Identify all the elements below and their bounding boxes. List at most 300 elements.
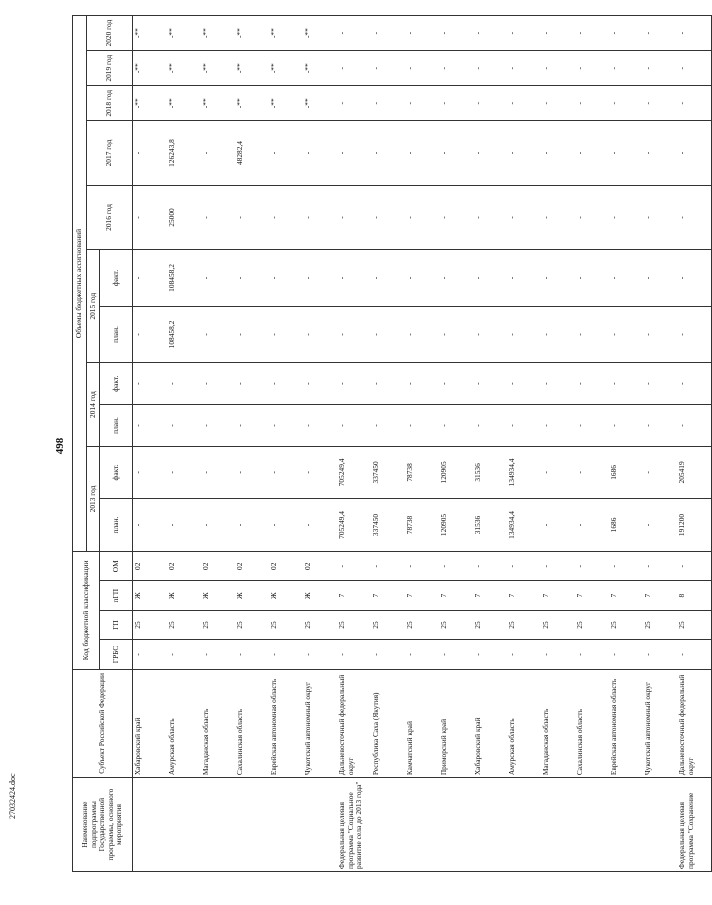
cell-f2013: - <box>167 446 201 498</box>
cell-name <box>609 778 643 872</box>
cell-subject: Магаданская область <box>201 669 235 778</box>
cell-y2018: -** <box>201 86 235 121</box>
cell-f2014: - <box>303 363 337 405</box>
cell-p2014: - <box>677 405 712 447</box>
cell-name <box>575 778 609 872</box>
cell-name <box>303 778 337 872</box>
cell-y2020: -** <box>133 16 168 51</box>
cell-y2018: - <box>439 86 473 121</box>
cell-p2014: - <box>303 405 337 447</box>
cell-y2018: -** <box>167 86 201 121</box>
table-row <box>541 16 575 872</box>
table-row <box>337 16 371 872</box>
cell-y2020: - <box>405 16 439 51</box>
header-name: Наименование подпрограммы Государственной программы, основного мероприятия <box>73 778 133 872</box>
cell-y2016: - <box>439 185 473 249</box>
cell-gp: 25 <box>575 610 609 639</box>
cell-subject: Еврейская автономная область <box>609 669 643 778</box>
cell-p2013: - <box>167 498 201 551</box>
cell-y2019: - <box>405 51 439 86</box>
cell-y2019: - <box>541 51 575 86</box>
table-row <box>405 16 439 872</box>
cell-y2017: 126243,8 <box>167 121 201 185</box>
cell-y2017: - <box>439 121 473 185</box>
cell-p2015: - <box>439 306 473 363</box>
cell-p2015: - <box>303 306 337 363</box>
cell-gp: 25 <box>201 610 235 639</box>
cell-gp: 25 <box>133 610 168 639</box>
cell-f2015: - <box>439 250 473 307</box>
cell-pgp: 7 <box>337 581 371 610</box>
cell-pgp: 7 <box>439 581 473 610</box>
header-2017: 2017 год <box>87 121 133 185</box>
cell-y2016: - <box>371 185 405 249</box>
header-2015-fact: факт. <box>100 250 133 307</box>
cell-subject: Республика Саха (Якутия) <box>371 669 405 778</box>
cell-y2017: - <box>677 121 712 185</box>
cell-y2016: - <box>541 185 575 249</box>
cell-om: 02 <box>201 552 235 581</box>
cell-pgp: 7 <box>473 581 507 610</box>
cell-y2018: -** <box>133 86 168 121</box>
header-volumes: Объемы бюджетных ассигнований <box>73 16 87 552</box>
document-footer: 27032424.doc <box>8 773 17 819</box>
cell-y2017: - <box>405 121 439 185</box>
cell-f2015: - <box>473 250 507 307</box>
cell-om: - <box>643 552 677 581</box>
header-code-group: Код бюджетной классификации <box>73 552 100 670</box>
cell-y2016: - <box>337 185 371 249</box>
table-row <box>371 16 405 872</box>
cell-f2013: - <box>541 446 575 498</box>
cell-f2015: - <box>303 250 337 307</box>
cell-y2016: - <box>269 185 303 249</box>
cell-p2015: - <box>507 306 541 363</box>
cell-f2014: - <box>235 363 269 405</box>
cell-grbs: - <box>677 640 712 669</box>
cell-subject: Хабаровский край <box>473 669 507 778</box>
cell-p2014: - <box>235 405 269 447</box>
cell-name <box>405 778 439 872</box>
cell-p2015: - <box>609 306 643 363</box>
cell-y2018: - <box>371 86 405 121</box>
cell-y2017: - <box>269 121 303 185</box>
cell-p2015: - <box>473 306 507 363</box>
cell-subject: Чукотский автономный округ <box>643 669 677 778</box>
cell-grbs: - <box>541 640 575 669</box>
header-2013-fact: факт. <box>100 446 133 498</box>
cell-f2014: - <box>269 363 303 405</box>
cell-name <box>133 778 168 872</box>
cell-grbs: - <box>575 640 609 669</box>
cell-gp: 25 <box>337 610 371 639</box>
cell-f2013: 31536 <box>473 446 507 498</box>
cell-om: 02 <box>167 552 201 581</box>
cell-gp: 25 <box>507 610 541 639</box>
cell-grbs: - <box>303 640 337 669</box>
cell-grbs: - <box>643 640 677 669</box>
cell-f2015: - <box>405 250 439 307</box>
rotated-table-container <box>72 15 695 872</box>
cell-y2019: - <box>473 51 507 86</box>
cell-f2015: - <box>235 250 269 307</box>
cell-om: 02 <box>303 552 337 581</box>
table-row <box>473 16 507 872</box>
cell-grbs: - <box>133 640 168 669</box>
cell-p2014: - <box>201 405 235 447</box>
cell-p2013: - <box>541 498 575 551</box>
cell-p2013: - <box>303 498 337 551</box>
cell-f2013: - <box>303 446 337 498</box>
cell-name <box>371 778 405 872</box>
cell-gp: 25 <box>405 610 439 639</box>
cell-p2015: - <box>405 306 439 363</box>
cell-y2020: - <box>439 16 473 51</box>
cell-y2017: - <box>337 121 371 185</box>
cell-gp: 25 <box>473 610 507 639</box>
cell-y2017: - <box>541 121 575 185</box>
cell-y2016: - <box>133 185 168 249</box>
cell-name <box>167 778 201 872</box>
cell-f2015: - <box>133 250 168 307</box>
cell-y2020: - <box>609 16 643 51</box>
cell-p2014: - <box>439 405 473 447</box>
cell-y2019: -** <box>167 51 201 86</box>
cell-f2015: - <box>643 250 677 307</box>
header-grbs: ГРБС <box>100 640 133 669</box>
cell-pgp: 7 <box>541 581 575 610</box>
cell-gp: 25 <box>167 610 201 639</box>
header-2015-plan: план. <box>100 306 133 363</box>
table-row <box>643 16 677 872</box>
cell-y2018: - <box>643 86 677 121</box>
cell-y2016: - <box>643 185 677 249</box>
cell-f2014: - <box>201 363 235 405</box>
header-2014: 2014 год <box>87 363 100 447</box>
cell-f2013: 134934,4 <box>507 446 541 498</box>
header-2015: 2015 год <box>87 250 100 363</box>
cell-f2014: - <box>575 363 609 405</box>
cell-y2020: -** <box>201 16 235 51</box>
cell-name <box>235 778 269 872</box>
cell-gp: 25 <box>643 610 677 639</box>
cell-grbs: - <box>337 640 371 669</box>
table-row <box>575 16 609 872</box>
cell-y2019: -** <box>303 51 337 86</box>
cell-y2016: 25000 <box>167 185 201 249</box>
header-2013: 2013 год <box>87 446 100 551</box>
cell-f2014: - <box>337 363 371 405</box>
cell-f2013: - <box>235 446 269 498</box>
cell-f2014: - <box>133 363 168 405</box>
page-number: 498 <box>54 437 66 455</box>
cell-subject: Камчатский край <box>405 669 439 778</box>
cell-f2015: - <box>677 250 712 307</box>
cell-y2020: -** <box>235 16 269 51</box>
cell-y2020: -** <box>269 16 303 51</box>
cell-y2018: - <box>405 86 439 121</box>
cell-p2013: 1686 <box>609 498 643 551</box>
cell-pgp: 7 <box>405 581 439 610</box>
cell-p2013: 191200 <box>677 498 712 551</box>
cell-f2013: 78738 <box>405 446 439 498</box>
cell-grbs: - <box>167 640 201 669</box>
table-row <box>201 16 235 872</box>
cell-p2014: - <box>575 405 609 447</box>
cell-y2017: - <box>609 121 643 185</box>
cell-om: - <box>677 552 712 581</box>
header-pgp: пГП <box>100 581 133 610</box>
cell-om: - <box>371 552 405 581</box>
cell-om: 02 <box>133 552 168 581</box>
cell-gp: 25 <box>677 610 712 639</box>
table-row <box>235 16 269 872</box>
cell-grbs: - <box>235 640 269 669</box>
cell-y2017: - <box>575 121 609 185</box>
cell-p2013: - <box>133 498 168 551</box>
cell-f2014: - <box>609 363 643 405</box>
cell-y2017: 48282,4 <box>235 121 269 185</box>
cell-f2014: - <box>643 363 677 405</box>
cell-pgp: 8 <box>677 581 712 610</box>
cell-p2014: - <box>371 405 405 447</box>
cell-pgp: 7 <box>371 581 405 610</box>
cell-subject: Дальневосточный федеральный округ <box>337 669 371 778</box>
cell-y2019: -** <box>235 51 269 86</box>
cell-p2015: - <box>133 306 168 363</box>
cell-y2018: -** <box>303 86 337 121</box>
cell-name: Федеральная целевая программа "Социальное развитие села до 2013 года" <box>337 778 371 872</box>
budget-table <box>72 15 712 872</box>
cell-pgp: Ж <box>201 581 235 610</box>
cell-y2016: - <box>609 185 643 249</box>
cell-pgp: Ж <box>133 581 168 610</box>
cell-pgp: 7 <box>643 581 677 610</box>
cell-y2017: - <box>643 121 677 185</box>
cell-p2014: - <box>507 405 541 447</box>
cell-gp: 25 <box>609 610 643 639</box>
cell-y2018: - <box>575 86 609 121</box>
cell-f2015: - <box>371 250 405 307</box>
cell-pgp: 7 <box>575 581 609 610</box>
cell-name <box>473 778 507 872</box>
cell-p2015: - <box>541 306 575 363</box>
cell-p2013: 78738 <box>405 498 439 551</box>
cell-om: - <box>405 552 439 581</box>
cell-subject: Дальневосточный федеральный округ <box>677 669 712 778</box>
cell-y2019: -** <box>269 51 303 86</box>
cell-f2014: - <box>439 363 473 405</box>
cell-y2018: -** <box>235 86 269 121</box>
cell-y2017: - <box>507 121 541 185</box>
cell-f2013: - <box>643 446 677 498</box>
cell-y2020: - <box>507 16 541 51</box>
cell-name <box>269 778 303 872</box>
cell-y2019: - <box>643 51 677 86</box>
cell-y2019: - <box>575 51 609 86</box>
cell-f2014: - <box>473 363 507 405</box>
cell-subject: Амурская область <box>167 669 201 778</box>
cell-y2018: - <box>677 86 712 121</box>
cell-y2016: - <box>303 185 337 249</box>
cell-om: - <box>541 552 575 581</box>
cell-name <box>201 778 235 872</box>
cell-f2015: - <box>575 250 609 307</box>
cell-y2018: - <box>337 86 371 121</box>
cell-y2018: - <box>473 86 507 121</box>
cell-pgp: Ж <box>167 581 201 610</box>
cell-p2014: - <box>167 405 201 447</box>
cell-name <box>541 778 575 872</box>
table-body <box>133 16 712 872</box>
cell-y2020: -** <box>167 16 201 51</box>
cell-f2013: 337450 <box>371 446 405 498</box>
cell-f2014: - <box>405 363 439 405</box>
cell-y2016: - <box>677 185 712 249</box>
cell-y2019: - <box>677 51 712 86</box>
table-row <box>677 16 712 872</box>
cell-pgp: 7 <box>609 581 643 610</box>
header-2013-plan: план. <box>100 498 133 551</box>
header-2018: 2018 год <box>87 86 133 121</box>
cell-gp: 25 <box>303 610 337 639</box>
cell-grbs: - <box>269 640 303 669</box>
cell-f2014: - <box>371 363 405 405</box>
cell-f2013: 705249,4 <box>337 446 371 498</box>
cell-grbs: - <box>609 640 643 669</box>
cell-pgp: Ж <box>235 581 269 610</box>
cell-om: - <box>609 552 643 581</box>
cell-grbs: - <box>507 640 541 669</box>
cell-y2020: - <box>473 16 507 51</box>
cell-name: Федеральная целевая программа "Сохранение <box>677 778 712 872</box>
header-2014-fact: факт. <box>100 363 133 405</box>
cell-y2019: - <box>507 51 541 86</box>
cell-y2019: - <box>371 51 405 86</box>
cell-subject: Магаданская область <box>541 669 575 778</box>
cell-subject: Сахалинская область <box>575 669 609 778</box>
cell-y2016: - <box>235 185 269 249</box>
cell-y2017: - <box>201 121 235 185</box>
cell-name <box>643 778 677 872</box>
table-row <box>609 16 643 872</box>
cell-f2015: - <box>337 250 371 307</box>
cell-p2013: - <box>201 498 235 551</box>
cell-gp: 25 <box>269 610 303 639</box>
cell-p2013: - <box>235 498 269 551</box>
cell-subject: Хабаровский край <box>133 669 168 778</box>
cell-p2014: - <box>269 405 303 447</box>
cell-y2017: - <box>133 121 168 185</box>
cell-y2019: -** <box>133 51 168 86</box>
table-row <box>507 16 541 872</box>
cell-f2013: - <box>269 446 303 498</box>
cell-f2014: - <box>507 363 541 405</box>
cell-y2018: - <box>609 86 643 121</box>
cell-y2018: -** <box>269 86 303 121</box>
cell-f2014: - <box>677 363 712 405</box>
cell-f2013: 120905 <box>439 446 473 498</box>
cell-grbs: - <box>405 640 439 669</box>
cell-y2020: - <box>643 16 677 51</box>
table-row <box>269 16 303 872</box>
cell-p2014: - <box>133 405 168 447</box>
cell-y2019: - <box>439 51 473 86</box>
cell-y2016: - <box>473 185 507 249</box>
cell-y2020: - <box>575 16 609 51</box>
cell-f2015: - <box>201 250 235 307</box>
cell-y2020: - <box>677 16 712 51</box>
cell-name <box>507 778 541 872</box>
cell-grbs: - <box>201 640 235 669</box>
cell-f2015: - <box>541 250 575 307</box>
cell-p2013: - <box>643 498 677 551</box>
header-2020: 2020 год <box>87 16 133 51</box>
table-row <box>439 16 473 872</box>
cell-p2015: - <box>337 306 371 363</box>
cell-f2015: 108458,2 <box>167 250 201 307</box>
cell-y2017: - <box>473 121 507 185</box>
cell-om: - <box>337 552 371 581</box>
cell-y2017: - <box>371 121 405 185</box>
cell-f2013: 205419 <box>677 446 712 498</box>
cell-f2015: - <box>609 250 643 307</box>
cell-subject: Сахалинская область <box>235 669 269 778</box>
cell-pgp: Ж <box>303 581 337 610</box>
cell-p2015: - <box>677 306 712 363</box>
cell-grbs: - <box>371 640 405 669</box>
cell-p2015: - <box>269 306 303 363</box>
cell-y2017: - <box>303 121 337 185</box>
cell-y2020: - <box>337 16 371 51</box>
cell-subject: Чукотский автономный округ <box>303 669 337 778</box>
cell-p2013: 31536 <box>473 498 507 551</box>
cell-om: - <box>439 552 473 581</box>
cell-y2019: -** <box>201 51 235 86</box>
cell-p2013: 337450 <box>371 498 405 551</box>
cell-f2014: - <box>167 363 201 405</box>
cell-p2015: - <box>201 306 235 363</box>
cell-p2013: - <box>575 498 609 551</box>
cell-y2019: - <box>609 51 643 86</box>
cell-om: 02 <box>269 552 303 581</box>
cell-p2015: - <box>235 306 269 363</box>
cell-p2014: - <box>473 405 507 447</box>
cell-p2013: 134934,4 <box>507 498 541 551</box>
cell-p2014: - <box>337 405 371 447</box>
cell-y2019: - <box>337 51 371 86</box>
cell-om: - <box>507 552 541 581</box>
cell-y2016: - <box>575 185 609 249</box>
cell-y2016: - <box>201 185 235 249</box>
cell-p2013: 705249,4 <box>337 498 371 551</box>
cell-f2013: - <box>201 446 235 498</box>
cell-y2020: - <box>371 16 405 51</box>
cell-gp: 25 <box>439 610 473 639</box>
table-row <box>133 16 168 872</box>
cell-f2013: - <box>575 446 609 498</box>
cell-p2014: - <box>609 405 643 447</box>
cell-subject: Амурская область <box>507 669 541 778</box>
cell-subject: Приморский край <box>439 669 473 778</box>
table-row <box>303 16 337 872</box>
cell-p2015: - <box>575 306 609 363</box>
cell-p2015: - <box>371 306 405 363</box>
cell-f2013: 1686 <box>609 446 643 498</box>
cell-pgp: 7 <box>507 581 541 610</box>
cell-y2018: - <box>541 86 575 121</box>
cell-p2014: - <box>405 405 439 447</box>
